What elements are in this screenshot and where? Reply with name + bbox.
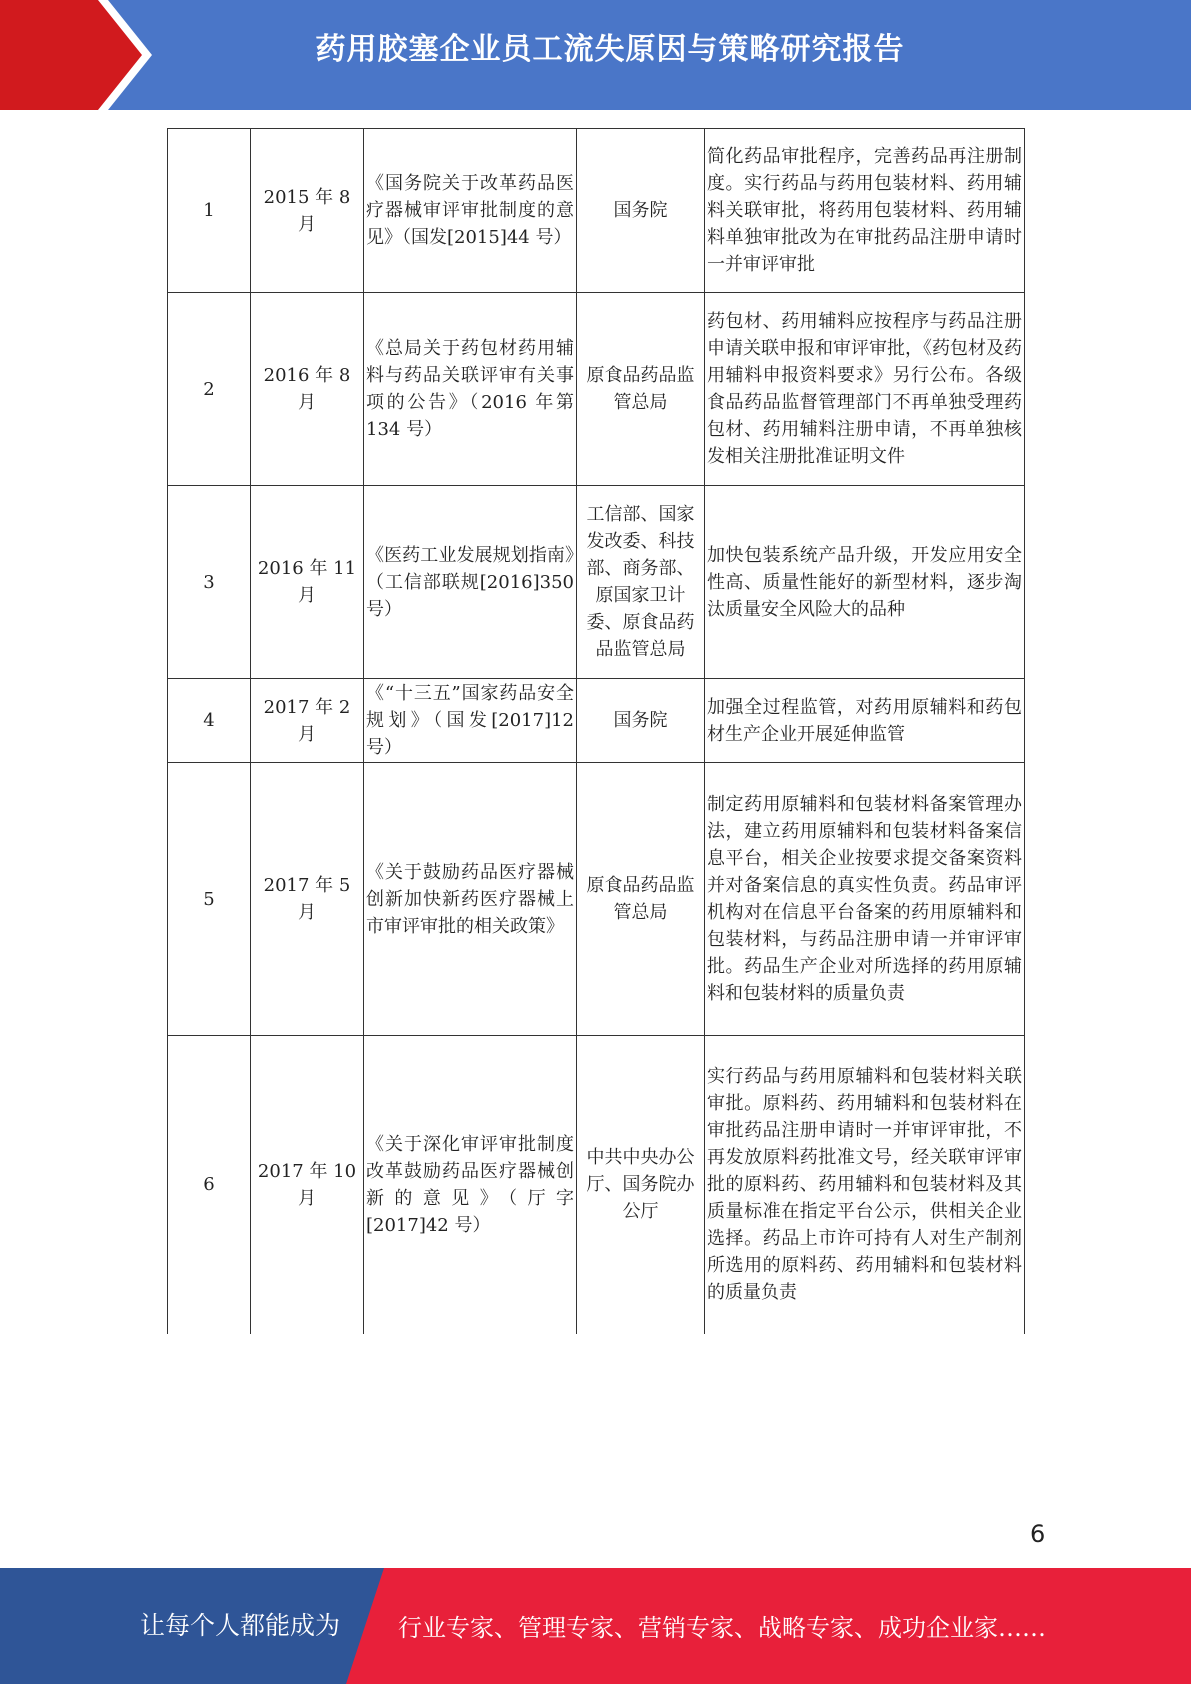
footer-slogan-left: 让每个人都能成为 (140, 1611, 341, 1640)
row-number: 3 (168, 486, 251, 679)
issue-date: 2017 年 2 月 (251, 679, 364, 763)
issuing-department: 原食品药品监管总局 (577, 293, 705, 486)
policy-document: 《国务院关于改革药品医疗器械审评审批制度的意见》（国发[2015]44 号） (364, 129, 577, 293)
policy-document: 《“十三五”国家药品安全规划》（国发[2017]12 号） (364, 679, 577, 763)
row-number: 4 (168, 679, 251, 763)
table-row (168, 679, 1025, 763)
issue-date: 2017 年 10 月 (251, 1036, 364, 1334)
table-row (168, 129, 1025, 293)
issue-date: 2015 年 8 月 (251, 129, 364, 293)
policy-document: 《关于鼓励药品医疗器械创新加快新药医疗器械上市审评审批的相关政策》 (364, 763, 577, 1036)
policy-content: 加快包装系统产品升级，开发应用安全性高、质量性能好的新型材料，逐步淘汰质量安全风险大的品种 (705, 486, 1025, 679)
table-row (168, 1036, 1025, 1334)
header-red-arrow (0, 0, 150, 110)
issuing-department: 工信部、国家发改委、科技部、商务部、原国家卫计委、原食品药品监管总局 (577, 486, 705, 679)
table-row (168, 486, 1025, 679)
issue-date: 2016 年 11 月 (251, 486, 364, 679)
issuing-department: 中共中央办公厅、国务院办公厅 (577, 1036, 705, 1334)
row-number: 6 (168, 1036, 251, 1334)
page-header (0, 0, 1191, 110)
policy-document: 《关于深化审评审批制度改革鼓励药品医疗器械创新的意见》（厅字[2017]42 号） (364, 1036, 577, 1334)
page-number: 6 (1030, 1520, 1046, 1548)
footer-slogan-right: 行业专家、管理专家、营销专家、战略专家、成功企业家…… (398, 1614, 1046, 1642)
policy-content: 制定药用原辅料和包装材料备案管理办法，建立药用原辅料和包装材料备案信息平台，相关企业按要求提交备案资料并对备案信息的真实性负责。药品审评机构对在信息平台备案的药用原辅料和包装材料，与药品注册申请一并审评审批。药品生产企业对所选择的药用原辅料和包装材料的质量负责 (705, 763, 1025, 1036)
policy-content: 药包材、药用辅料应按程序与药品注册申请关联申报和审评审批，《药包材及药用辅料申报资料要求》另行公布。各级食品药品监督管理部门不再单独受理药包材、药用辅料注册申请，不再单独核发相关注册批准证明文件 (705, 293, 1025, 486)
policy-document: 《医药工业发展规划指南》（工信部联规[2016]350 号） (364, 486, 577, 679)
page-footer (0, 1568, 1191, 1684)
policy-document: 《总局关于药包材药用辅料与药品关联评审有关事项的公告》（2016 年第 134 号） (364, 293, 577, 486)
row-number: 1 (168, 129, 251, 293)
policy-content: 简化药品审批程序，完善药品再注册制度。实行药品与药用包装材料、药用辅料关联审批，将药用包装材料、药用辅料单独审批改为在审批药品注册申请时一并审评审批 (705, 129, 1025, 293)
issuing-department: 国务院 (577, 679, 705, 763)
policy-content: 实行药品与药用原辅料和包装材料关联审批。原料药、药用辅料和包装材料在审批药品注册申请时一并审评审批，不再发放原料药批准文号，经关联审评审批的原料药、药用辅料和包装材料及其质量标准在指定平台公示，供相关企业选择。药品上市许可持有人对生产制剂所选用的原料药、药用辅料和包装材料的质量负责 (705, 1036, 1025, 1334)
report-title: 药用胶塞企业员工流失原因与策略研究报告 (315, 32, 905, 67)
row-number: 5 (168, 763, 251, 1036)
issuing-department: 原食品药品监管总局 (577, 763, 705, 1036)
table-row (168, 763, 1025, 1036)
issue-date: 2016 年 8 月 (251, 293, 364, 486)
row-number: 2 (168, 293, 251, 486)
issue-date: 2017 年 5 月 (251, 763, 364, 1036)
policy-content: 加强全过程监管，对药用原辅料和药包材生产企业开展延伸监管 (705, 679, 1025, 763)
policy-table (167, 128, 1025, 1334)
issuing-department: 国务院 (577, 129, 705, 293)
table-row (168, 293, 1025, 486)
